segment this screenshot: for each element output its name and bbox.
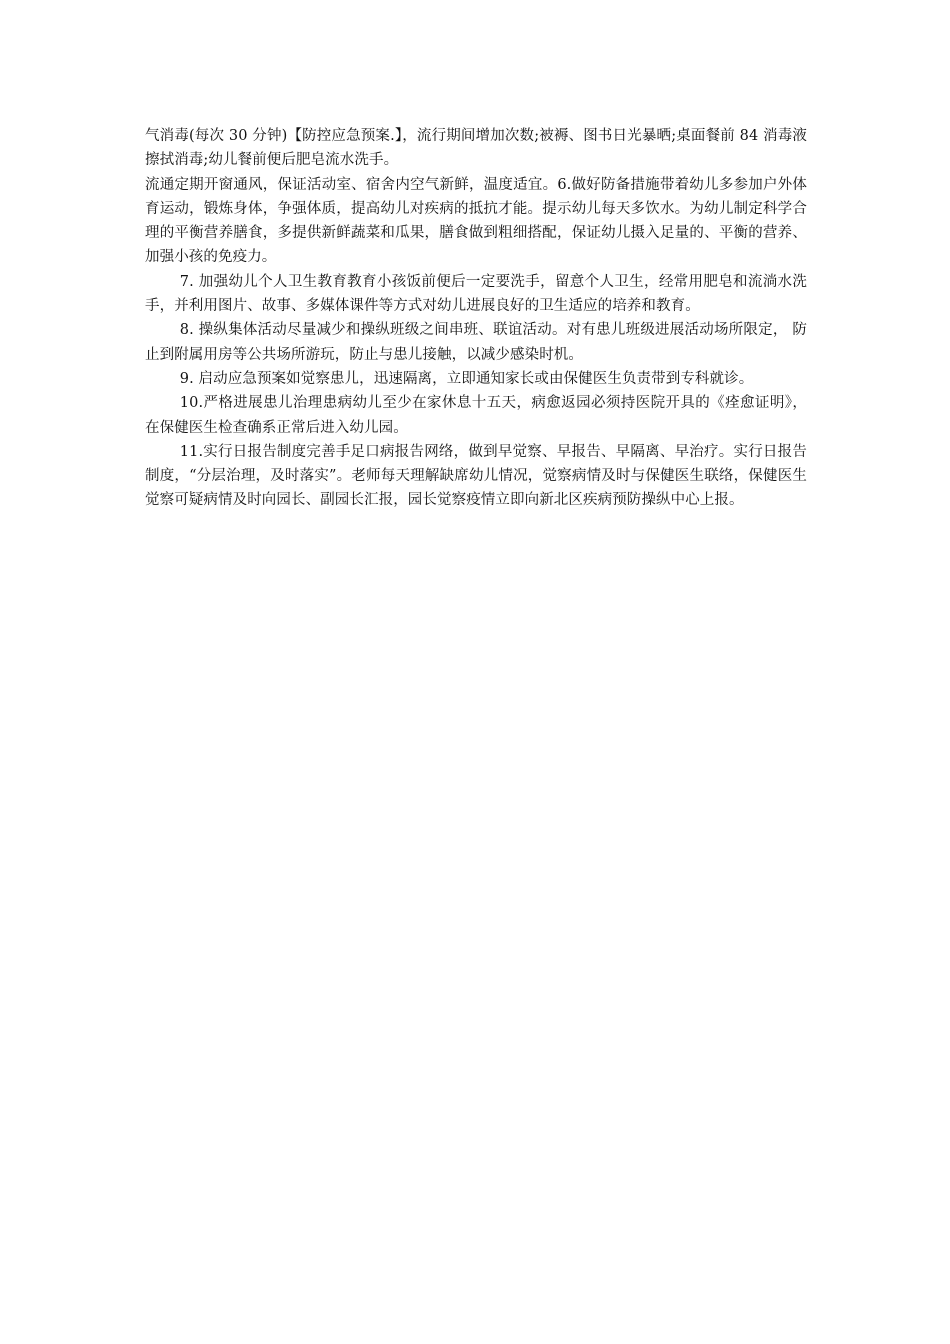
paragraph-disinfection: 气消毒(每次 30 分钟)【防控应急预案.】，流行期间增加次数;被褥、图书日光暴晒;桌面餐前 84 消毒液擦拭消毒;幼儿餐前便后肥皂流水洗手。 xyxy=(145,128,807,169)
paragraph-item-7-hygiene: 7. 加强幼儿个人卫生教育教育小孩饭前便后一定要洗手，留意个人卫生，经常用肥皂和流淌水洗手，并利用图片、故事、多媒体课件等方式对幼儿进展良好的卫生适应的培养和教育。 xyxy=(145,273,807,315)
paragraph-item-9-emergency-plan: 9. 启动应急预案如觉察患儿，迅速隔离，立即通知家长或由保健医生负责带到专科就诊。 xyxy=(179,370,754,387)
paragraph-item-8-group-activities: 8. 操纵集体活动尽量减少和操纵班级之间串班、联谊活动。对有患儿班级进展活动场所限定， 防止到附属用房等公共场所游玩，防止与患儿接触，以减少感染时机。 xyxy=(145,322,807,363)
document-body xyxy=(145,124,807,513)
paragraph-item-11-daily-reporting: 11.实行日报告制度完善手足口病报告网络，做到早觉察、早报告、早隔离、早治疗。实行日报告制度，“分层治理，及时落实”。老师每天理解缺席幼儿情况，觉察病情及时与保健医生联络，保健医生觉察可疑病情及时向园长、副园长汇报，园长觉察疫情立即向新北区疾病预防操纵中心上报。 xyxy=(145,443,807,509)
paragraph-ventilation-prevention: 流通定期开窗通风，保证活动室、宿舍内空气新鲜，温度适宜。6.做好防备措施带着幼儿多参加户外体育运动，锻炼身体，争强体质，提高幼儿对疾病的抵抗才能。提示幼儿每天多饮水。为幼儿制定科学合理的平衡营养膳食，多提供新鲜蔬菜和瓜果，膳食做到粗细搭配，保证幼儿摄入足量的、平衡的营养、加强小孩的免疫力。 xyxy=(145,176,807,266)
paragraph-item-10-patient-management: 10.严格进展患儿治理患病幼儿至少在家休息十五天，病愈返园必须持医院开具的《痊愈证明》，在保健医生检查确系正常后进入幼儿园。 xyxy=(145,395,807,436)
